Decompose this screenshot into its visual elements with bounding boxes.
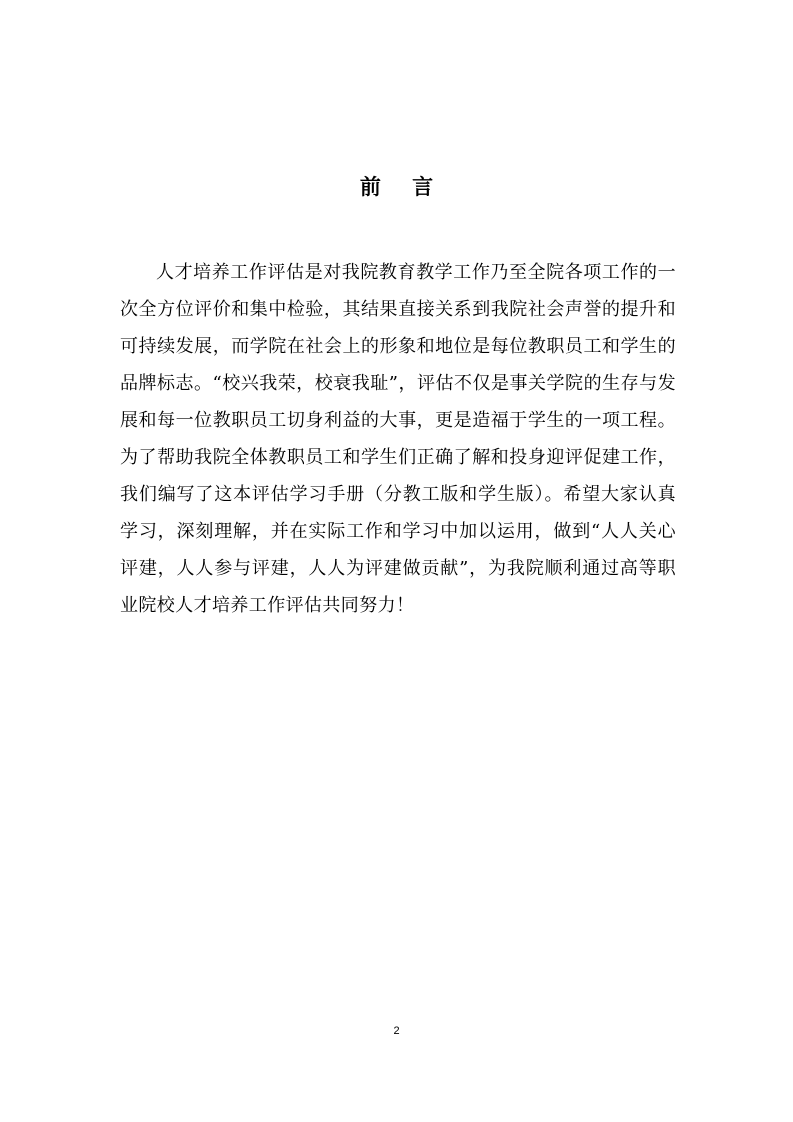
page-number: 2: [393, 1025, 400, 1037]
preface-paragraph: 人才培养工作评估是对我院教育教学工作乃至全院各项工作的一次全方位评价和集中检验，其结果直接关系到我院社会声誉的提升和可持续发展，而学院在社会上的形象和地位是每位教职员工和学生的品牌标志。“校兴我荣，校衰我耻”，评估不仅是事关学院的生存与发展和每一位教职员工切身利益的大事，更是造福于学生的一项工程。为了帮助我院全体教职员工和学生们正确了解和投身迎评促建工作，我们编写了这本评估学习手册（分教工版和学生版）。希望大家认真学习，深刻理解，并在实际工作和学习中加以运用，做到“人人关心评建，人人参与评建，人人为评建做贡献”，为我院顺利通过高等职业院校人才培养工作评估共同努力！: [120, 262, 676, 616]
page-title: 前 言: [359, 175, 446, 199]
document-body: [120, 254, 676, 624]
